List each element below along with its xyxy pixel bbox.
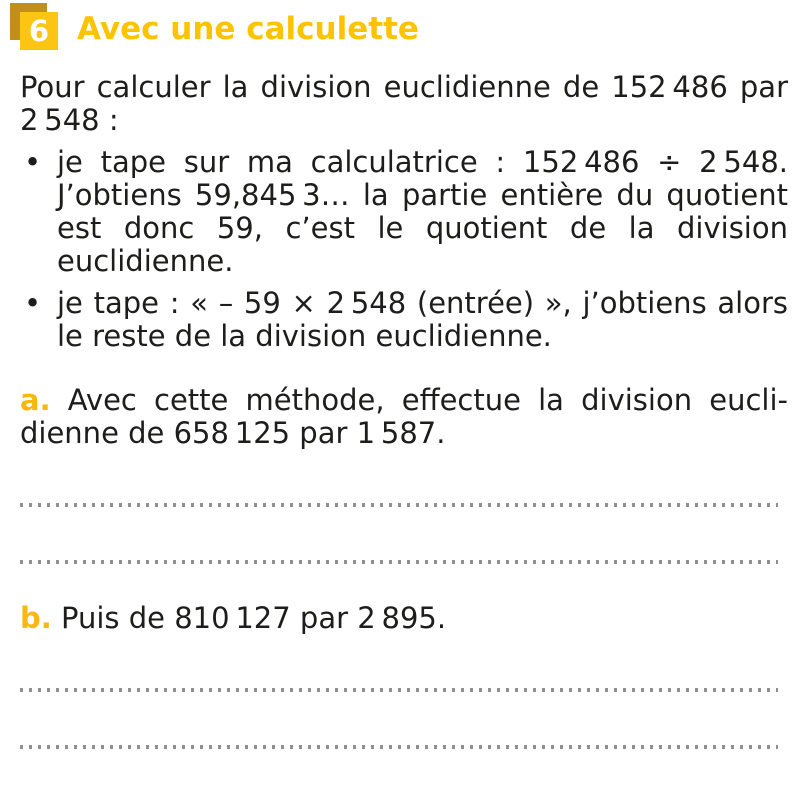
answer-line-a-2[interactable]	[20, 560, 778, 564]
answer-line-b-1[interactable]	[20, 688, 778, 692]
bullet-line: J’obtiens 59,845 3… la partie entière du quotient	[57, 178, 788, 212]
badge-number-box	[20, 12, 58, 50]
exercise-title: Avec une calculette	[77, 11, 419, 47]
intro-paragraph	[20, 71, 788, 137]
answer-line-b-2[interactable]	[20, 745, 778, 749]
bullet-icon: •	[24, 286, 42, 320]
bullet-line: je tape : « – 59 × 2 548 (entrée) », j’obtiens alors	[57, 286, 788, 320]
bullet-line: le reste de la division euclidienne.	[57, 319, 552, 353]
question-a	[20, 384, 788, 450]
bullet-line: euclidienne.	[57, 244, 234, 278]
question-a-text: Avec cette méthode, effectue la division eucli-	[67, 383, 788, 417]
bullet-line: est donc 59, c’est le quotient de la division	[57, 211, 788, 245]
question-b-line	[20, 602, 788, 635]
exercise-header	[0, 0, 803, 55]
bullet-item-calculator	[20, 146, 788, 278]
bullet-item-remainder	[20, 287, 788, 353]
exercise-number-badge	[0, 0, 70, 55]
answer-line-a-1[interactable]	[20, 503, 778, 507]
question-b-text: Puis de 810 127 par 2 895.	[61, 601, 447, 635]
bullet-text	[57, 287, 788, 353]
question-a-label: a.	[20, 383, 51, 417]
question-a-line: dienne de 658 125 par 1 587.	[20, 416, 446, 450]
question-b	[20, 602, 788, 635]
intro-line: 2 548 :	[20, 103, 119, 137]
bullet-text	[57, 146, 788, 278]
exercise-number: 6	[28, 14, 50, 48]
bullet-line: je tape sur ma calculatrice : 152 486 ÷ 2 548.	[57, 145, 788, 179]
bullet-icon: •	[24, 145, 42, 179]
question-a-line	[20, 384, 788, 417]
exercise-body	[0, 71, 803, 749]
question-b-label: b.	[20, 601, 52, 635]
intro-line: Pour calculer la division euclidienne de 152 486 par	[20, 70, 788, 104]
